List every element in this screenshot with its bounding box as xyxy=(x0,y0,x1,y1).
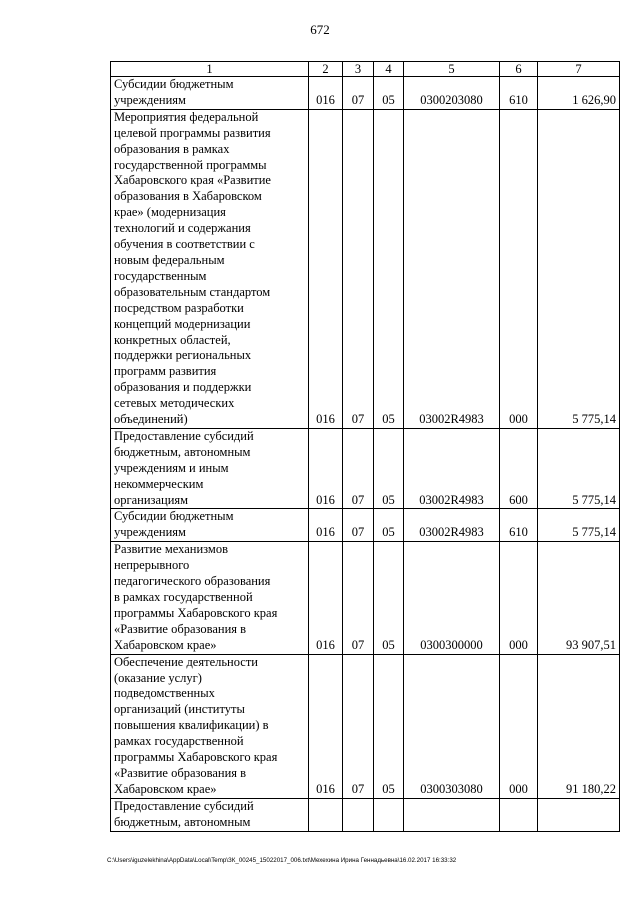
expense-type-cell: 000 xyxy=(500,542,538,654)
subsection-code-cell: 05 xyxy=(374,542,404,654)
row-name-line: учреждениям и иным xyxy=(114,460,229,475)
subsection-code-cell: 05 xyxy=(374,428,404,509)
row-name-line: организациям xyxy=(114,492,189,507)
table-row xyxy=(111,77,620,110)
row-name-line: конкретных областей, xyxy=(114,332,231,347)
header-col-3: 3 xyxy=(343,62,374,77)
row-name-cell xyxy=(111,654,309,798)
row-name-line: Мероприятия федеральной xyxy=(114,109,259,124)
ministry-code-cell: 016 xyxy=(309,654,343,798)
row-name-line: Субсидии бюджетным xyxy=(114,509,234,524)
target-article-cell xyxy=(404,798,500,831)
table-row xyxy=(111,109,620,428)
row-name-line: образовательным стандартом xyxy=(114,284,271,299)
expense-type-cell: 000 xyxy=(500,109,538,428)
row-name-line: Предоставление субсидий xyxy=(114,798,254,813)
header-col-7: 7 xyxy=(538,62,620,77)
section-code-cell: 07 xyxy=(343,654,374,798)
header-col-1: 1 xyxy=(111,62,309,77)
row-name-line: сетевых методических xyxy=(114,396,235,411)
row-name-line: технологий и содержания xyxy=(114,221,251,236)
row-name-line: поддержки региональных xyxy=(114,348,252,363)
target-article-cell: 0300203080 xyxy=(404,77,500,110)
table-row xyxy=(111,428,620,509)
header-col-6: 6 xyxy=(500,62,538,77)
ministry-code-cell: 016 xyxy=(309,109,343,428)
row-name-cell xyxy=(111,509,309,542)
subsection-code-cell: 05 xyxy=(374,77,404,110)
ministry-code-cell xyxy=(309,798,343,831)
row-name-line: государственной программы xyxy=(114,157,267,172)
ministry-code-cell: 016 xyxy=(309,77,343,110)
ministry-code-cell: 016 xyxy=(309,428,343,509)
section-code-cell xyxy=(343,798,374,831)
amount-cell xyxy=(538,798,620,831)
target-article-cell: 0300300000 xyxy=(404,542,500,654)
row-name-line: образования и поддержки xyxy=(114,380,252,395)
budget-table xyxy=(110,61,620,832)
header-col-4: 4 xyxy=(374,62,404,77)
row-name-line: обучения в соответствии с xyxy=(114,237,255,252)
row-name-line: учреждениям xyxy=(114,92,186,107)
table-row xyxy=(111,509,620,542)
amount-cell: 5 775,14 xyxy=(538,509,620,542)
amount-cell: 91 180,22 xyxy=(538,654,620,798)
row-name-line: (оказание услуг) xyxy=(114,670,202,685)
header-col-2: 2 xyxy=(309,62,343,77)
row-name-line: непрерывного xyxy=(114,558,190,573)
row-name-line: объединений) xyxy=(114,412,188,427)
target-article-cell: 03002R4983 xyxy=(404,109,500,428)
page-number: 672 xyxy=(310,22,330,37)
row-name-line: Обеспечение деятельности xyxy=(114,654,259,669)
row-name-cell xyxy=(111,428,309,509)
expense-type-cell: 610 xyxy=(500,77,538,110)
expense-type-cell: 610 xyxy=(500,509,538,542)
expense-type-cell: 600 xyxy=(500,428,538,509)
ministry-code-cell: 016 xyxy=(309,542,343,654)
row-name-line: программы Хабаровского края xyxy=(114,750,278,765)
row-name-line: Развитие механизмов xyxy=(114,542,228,557)
subsection-code-cell: 05 xyxy=(374,109,404,428)
row-name-line: программы Хабаровского края xyxy=(114,605,278,620)
file-path-footer: C:\Users\iguzelekhina\AppData\Local\Temp\ЗК_00245_15022017_006.txt\Мехехина Ирина Геннадьевна\16.02.2017 16:33:32 xyxy=(107,857,457,864)
row-name-line: новым федеральным xyxy=(114,252,225,267)
subsection-code-cell: 05 xyxy=(374,654,404,798)
subsection-code-cell: 05 xyxy=(374,509,404,542)
row-name-line: повышения квалификации) в xyxy=(114,718,269,733)
row-name-line: «Развитие образования в xyxy=(114,765,247,780)
row-name-line: в рамках государственной xyxy=(114,590,253,604)
row-name-line: бюджетным, автономным xyxy=(114,814,251,829)
row-name-line: Хабаровском крае» xyxy=(114,637,217,652)
amount-cell: 1 626,90 xyxy=(538,77,620,110)
row-name-line: рамках государственной xyxy=(114,734,244,749)
target-article-cell: 03002R4983 xyxy=(404,509,500,542)
row-name-line: образования в Хабаровском xyxy=(114,189,262,204)
row-name-line: организаций (институты xyxy=(114,702,245,717)
row-name-line: программ развития xyxy=(114,364,217,379)
subsection-code-cell xyxy=(374,798,404,831)
row-name-line: «Развитие образования в xyxy=(114,621,247,636)
row-name-line: подведомственных xyxy=(114,686,215,701)
row-name-line: бюджетным, автономным xyxy=(114,444,251,459)
expense-type-cell: 000 xyxy=(500,654,538,798)
table-row xyxy=(111,654,620,798)
target-article-cell: 0300303080 xyxy=(404,654,500,798)
table-row xyxy=(111,798,620,831)
row-name-line: крае» (модернизация xyxy=(114,205,226,220)
section-code-cell: 07 xyxy=(343,109,374,428)
row-name-line: государственным xyxy=(114,268,207,283)
row-name-line: Хабаровском крае» xyxy=(114,781,217,796)
section-code-cell: 07 xyxy=(343,509,374,542)
amount-cell: 93 907,51 xyxy=(538,542,620,654)
row-name-line: образования в рамках xyxy=(114,141,230,156)
row-name-line: Хабаровского края «Развитие xyxy=(114,173,271,188)
table-header-row xyxy=(111,62,620,77)
row-name-line: Субсидии бюджетным xyxy=(114,77,234,91)
row-name-line: Предоставление субсидий xyxy=(114,428,254,443)
amount-cell: 5 775,14 xyxy=(538,109,620,428)
row-name-cell xyxy=(111,109,309,428)
section-code-cell: 07 xyxy=(343,428,374,509)
row-name-line: педагогического образования xyxy=(114,574,271,589)
row-name-cell xyxy=(111,77,309,110)
row-name-line: посредством разработки xyxy=(114,300,244,315)
row-name-cell xyxy=(111,542,309,654)
row-name-cell xyxy=(111,798,309,831)
row-name-line: концепций модернизации xyxy=(114,316,251,331)
table-row xyxy=(111,542,620,654)
row-name-line: целевой программы развития xyxy=(114,125,271,140)
target-article-cell: 03002R4983 xyxy=(404,428,500,509)
expense-type-cell xyxy=(500,798,538,831)
section-code-cell: 07 xyxy=(343,77,374,110)
amount-cell: 5 775,14 xyxy=(538,428,620,509)
ministry-code-cell: 016 xyxy=(309,509,343,542)
header-col-5: 5 xyxy=(404,62,500,77)
section-code-cell: 07 xyxy=(343,542,374,654)
row-name-line: некоммерческим xyxy=(114,476,204,491)
row-name-line: учреждениям xyxy=(114,525,186,540)
